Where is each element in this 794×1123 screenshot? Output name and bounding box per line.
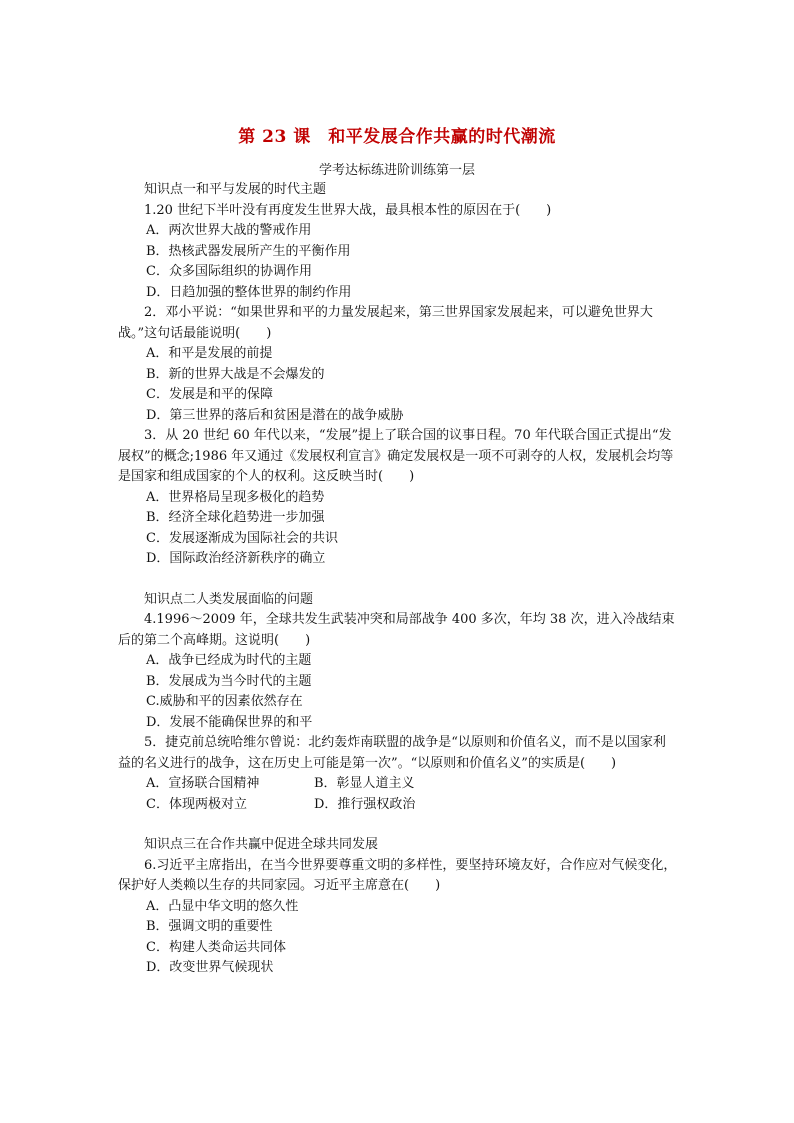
options-row [118,774,678,795]
option-c: C．众多国际组织的协调作用 [146,264,312,279]
option-d: D．发展不能确保世界的和平 [146,714,313,730]
option-b: B．经济全球化趋势进一步加强 [146,510,325,525]
question-stem: 3．从 20 世纪 60 年代以来，“发展”提上了联合国的议事日程。70 年代联合国正式提出“发展权”的概念;1986 年又通过《发展权利宣言》确定发展权是一项不可剥夺的人权，发展机会均等是国家和组成国家的个人的权利。这反映当时( ) [118,428,674,484]
option-c: C．发展是和平的保障 [146,387,273,402]
lesson-title: 第 23 课 和平发展合作共赢的时代潮流 [238,127,556,147]
option-d: D．推行强权政治 [314,796,416,812]
section-heading: 知识点三在合作共赢中促进全球共同发展 [144,837,379,852]
option-a: A．两次世界大战的警戒作用 [146,223,312,238]
option-d: D．日趋加强的整体世界的制约作用 [146,284,352,300]
option-b: B．热核武器发展所产生的平衡作用 [146,243,351,259]
option-d: D．第三世界的落后和贫困是潜在的战争威胁 [146,407,404,423]
exercise-content [118,180,678,979]
option-b: B．强调文明的重要性 [146,919,273,934]
option-c: C.威胁和平的因素依然存在 [146,694,303,709]
option-a: A．凸显中华文明的悠久性 [146,898,299,914]
section-spacer [118,815,678,835]
option-c: C．体现两极对立 [146,796,247,812]
option-a: A．世界格局呈现多极化的趋势 [146,489,325,505]
option-d: D．改变世界气候现状 [146,960,274,975]
option-b: B．新的世界大战是不会爆发的 [146,366,325,382]
option-d: D．国际政治经济新秩序的确立 [146,551,326,566]
question-stem: 4.1996～2009 年，全球共发生武装冲突和局部战争 400 多次，年均 38 次，进入冷战结束后的第二个高峰期。这说明( ) [118,612,675,648]
option-c: C．发展逐渐成为国际社会的共识 [146,530,338,546]
question-stem: 6.习近平主席指出，在当今世界要尊重文明的多样性，要坚持环境友好，合作应对气候变化，保护好人类赖以生存的共同家园。习近平主席意在( ) [118,857,677,893]
section-spacer [118,570,678,590]
option-c: C．构建人类命运共同体 [146,939,286,955]
option-b: B．发展成为当今时代的主题 [146,673,312,689]
option-a: A．宣扬联合国精神 [146,776,260,791]
option-a: A．和平是发展的前提 [146,346,273,361]
option-b: B．彰显人道主义 [314,776,415,791]
exercise-subtitle: 学考达标练进阶训练第一层 [318,163,475,178]
option-a: A．战争已经成为时代的主题 [146,653,312,668]
question-stem: 1.20 世纪下半叶没有再度发生世界大战，最具根本性的原因在于( ) [144,202,552,218]
question-stem: 2．邓小平说：“如果世界和平的力量发展起来，第三世界国家发展起来，可以避免世界大战。”这句话最能说明( ) [118,305,653,341]
section-heading: 知识点二人类发展面临的问题 [144,591,314,607]
section-heading: 知识点一和平与发展的时代主题 [144,182,327,197]
question-stem: 5．捷克前总统哈维尔曾说：北约轰炸南联盟的战争是“以原则和价值名义，而不是以国家利益的名义进行的战争，这在历史上可能是第一次”。“以原则和价值名义”的实质是( ) [118,735,666,771]
options-row [118,795,678,816]
